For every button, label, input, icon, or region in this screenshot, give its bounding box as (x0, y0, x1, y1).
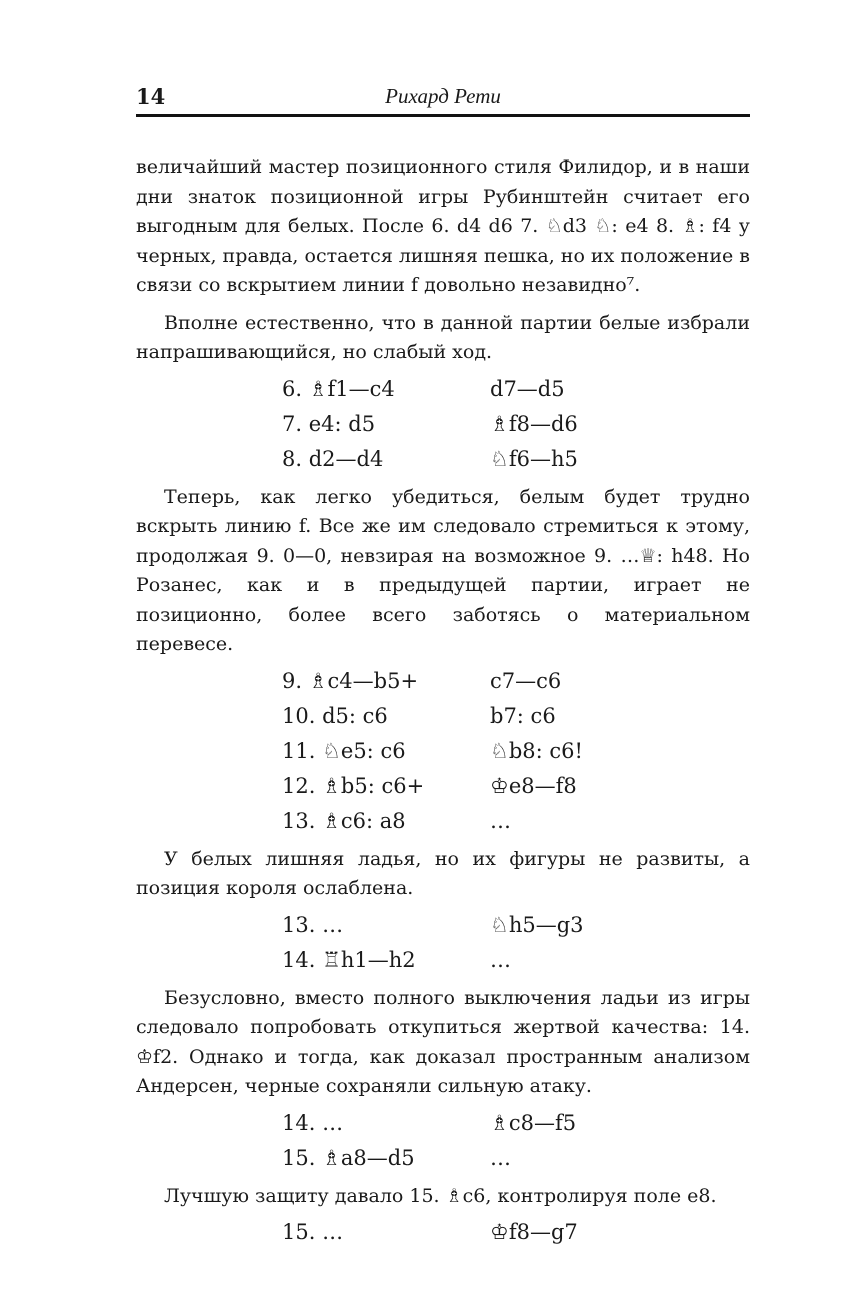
paragraph-3: Теперь, как легко убедиться, белым будет трудно вскрыть линию f. Все же им следовало стремиться к этому, продолжая 9. 0—0, невзирая на возможное 9. …♕: h48. Но Розанес, как и в предыдущей партии, играет не позиционно, более всего заботясь о материальном перевесе. (136, 485, 750, 655)
white-move: 15. ♗a8—d5 (282, 1145, 415, 1170)
header-rule (136, 114, 750, 117)
move-row (282, 1215, 750, 1250)
moves-block-2 (282, 664, 750, 839)
move-row (282, 372, 750, 407)
page-header (136, 84, 750, 114)
black-move: ♔f8—g7 (490, 1220, 578, 1244)
move-row (282, 407, 750, 442)
paragraph-5: Безусловно, вместо полного выключения ладьи из игры следовало попробовать откупиться жертвой качества: 14. ♔f2. Однако и тогда, как доказал пространным анализом Андерсен, черные сохраняли сильную атаку. (136, 986, 750, 1097)
move-row (282, 769, 750, 804)
white-move: 14. ♖h1—h2 (282, 947, 416, 972)
white-move: 6. ♗f1—c4 (282, 376, 395, 401)
black-move: d7—d5 (490, 376, 565, 401)
white-move: 13. ♗c6: a8 (282, 808, 406, 833)
white-move: 14. … (282, 1110, 344, 1135)
paragraph-1: величайший мастер позиционного стиля Филидор, и в наши дни знаток позиционной игры Рубинштейн считает его выгодным для белых. После 6. d4 d6 7. ♘d3 ♘: e4 8. ♗: f4 у черных, правда, остается лишняя пешка, но их положение в связи со вскрытием линии f довольно незавидно⁷. (136, 156, 750, 296)
move-row (282, 1106, 750, 1141)
black-move: ♘b8: c6! (490, 738, 583, 763)
black-move: b7: c6 (490, 703, 556, 728)
running-title: Рихард Рети (385, 84, 501, 108)
move-row (282, 1141, 750, 1176)
white-move: 13. … (282, 912, 344, 937)
move-row (282, 699, 750, 734)
white-move: 8. d2—d4 (282, 446, 384, 471)
white-move: 10. d5: c6 (282, 703, 388, 728)
black-move: ♗f8—d6 (490, 411, 578, 436)
white-move: 7. e4: d5 (282, 411, 376, 436)
white-move: 11. ♘e5: c6 (282, 738, 406, 763)
move-row (282, 664, 750, 699)
white-move: 9. ♗c4—b5+ (282, 668, 419, 693)
black-move: ♘h5—g3 (490, 912, 584, 937)
black-move: c7—c6 (490, 668, 562, 693)
move-row (282, 908, 750, 943)
paragraph-6: Лучшую защиту давало 15. ♗c6, контролируя поле e8. (164, 1184, 717, 1207)
move-row (282, 804, 750, 839)
moves-block-3 (282, 908, 750, 978)
white-move: 12. ♗b5: c6+ (282, 773, 425, 798)
moves-block-1 (282, 372, 750, 477)
black-move: ♘f6—h5 (490, 446, 578, 471)
black-move: ♗c8—f5 (490, 1110, 577, 1135)
move-row (282, 734, 750, 769)
moves-block-4 (282, 1106, 750, 1176)
move-row (282, 943, 750, 978)
white-move: 15. … (282, 1220, 344, 1244)
moves-block-5 (282, 1215, 750, 1250)
paragraph-4: У белых лишняя ладья, но их фигуры не развиты, а позиция короля ослаблена. (136, 847, 750, 899)
black-move: … (490, 1145, 511, 1170)
move-row (282, 442, 750, 477)
black-move: … (490, 808, 511, 833)
black-move: ♔e8—f8 (490, 773, 577, 798)
book-page (136, 84, 750, 1256)
page-number: 14 (136, 84, 166, 109)
black-move: … (490, 947, 511, 972)
paragraph-2: Вполне естественно, что в данной партии белые избрали напрашивающийся, но слабый ход. (136, 311, 750, 363)
